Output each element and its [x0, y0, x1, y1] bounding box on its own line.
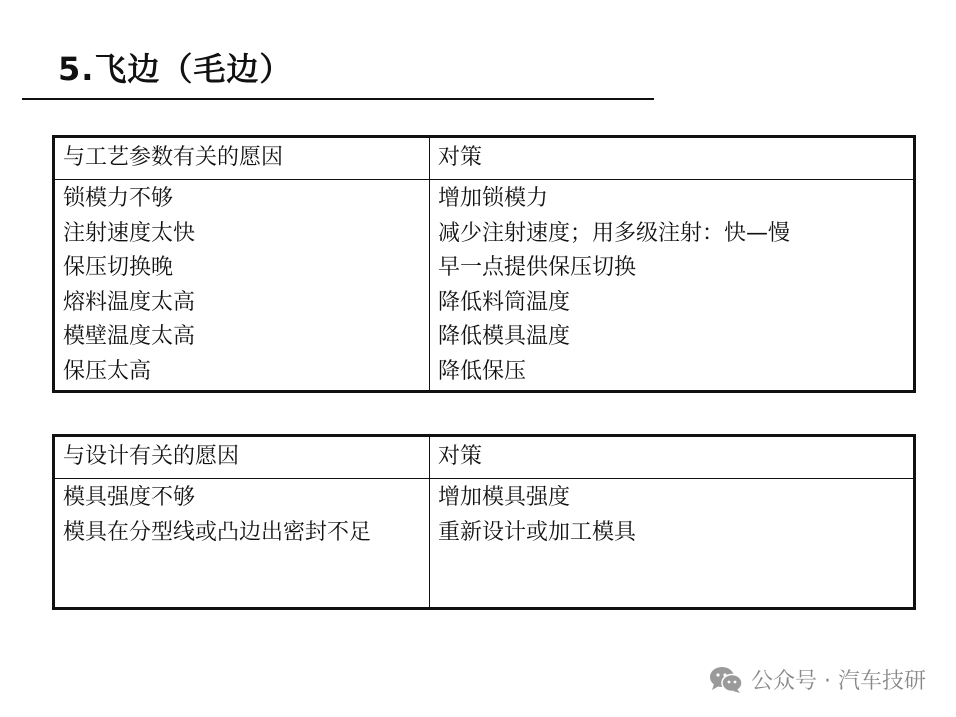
list-item-cause: 注射速度太快	[63, 220, 196, 246]
list-item-measure: 减少注射速度；用多级注射：快—慢	[438, 220, 791, 246]
table-body-row	[54, 479, 915, 609]
list-item-measure: 增加锁模力	[438, 186, 549, 211]
list-item-cause: 锁模力不够	[63, 186, 174, 211]
list-item-cause: 模具强度不够	[63, 485, 196, 510]
list-item-measure: 重新设计或加工模具	[438, 519, 637, 545]
design-table	[52, 434, 916, 610]
list-item-cause: 保压切换晚	[63, 255, 174, 280]
list-item-cause: 熔料温度太高	[63, 289, 196, 315]
table-header-row	[54, 137, 915, 180]
measures-cell	[430, 180, 915, 392]
list-item-measure: 早一点提供保压切换	[438, 255, 637, 280]
watermark-text: 公众号 · 汽车技研	[751, 669, 926, 694]
list-item-measure: 降低保压	[438, 358, 527, 384]
measures-cell	[430, 479, 915, 609]
process-parameter-table	[52, 135, 916, 393]
column-header-measures: 对策	[430, 137, 915, 180]
page-title: 5.飞边（毛边）	[58, 50, 293, 88]
list-item-measure: 降低模具温度	[438, 324, 571, 349]
column-header-measures: 对策	[430, 436, 915, 479]
wechat-icon	[709, 666, 743, 694]
column-header-causes: 与工艺参数有关的愿因	[54, 137, 430, 180]
list-item-measure: 降低料筒温度	[438, 289, 571, 315]
list-item-measure: 增加模具强度	[438, 485, 571, 510]
causes-cell	[54, 180, 430, 392]
column-header-causes: 与设计有关的愿因	[54, 436, 430, 479]
table-body-row	[54, 180, 915, 392]
list-item-cause: 模壁温度太高	[63, 324, 196, 349]
causes-cell	[54, 479, 430, 609]
list-item-cause: 模具在分型线或凸边出密封不足	[63, 519, 372, 545]
title-underline	[22, 98, 654, 100]
list-item-cause: 保压太高	[63, 358, 152, 384]
table-header-row	[54, 436, 915, 479]
watermark	[709, 664, 926, 695]
